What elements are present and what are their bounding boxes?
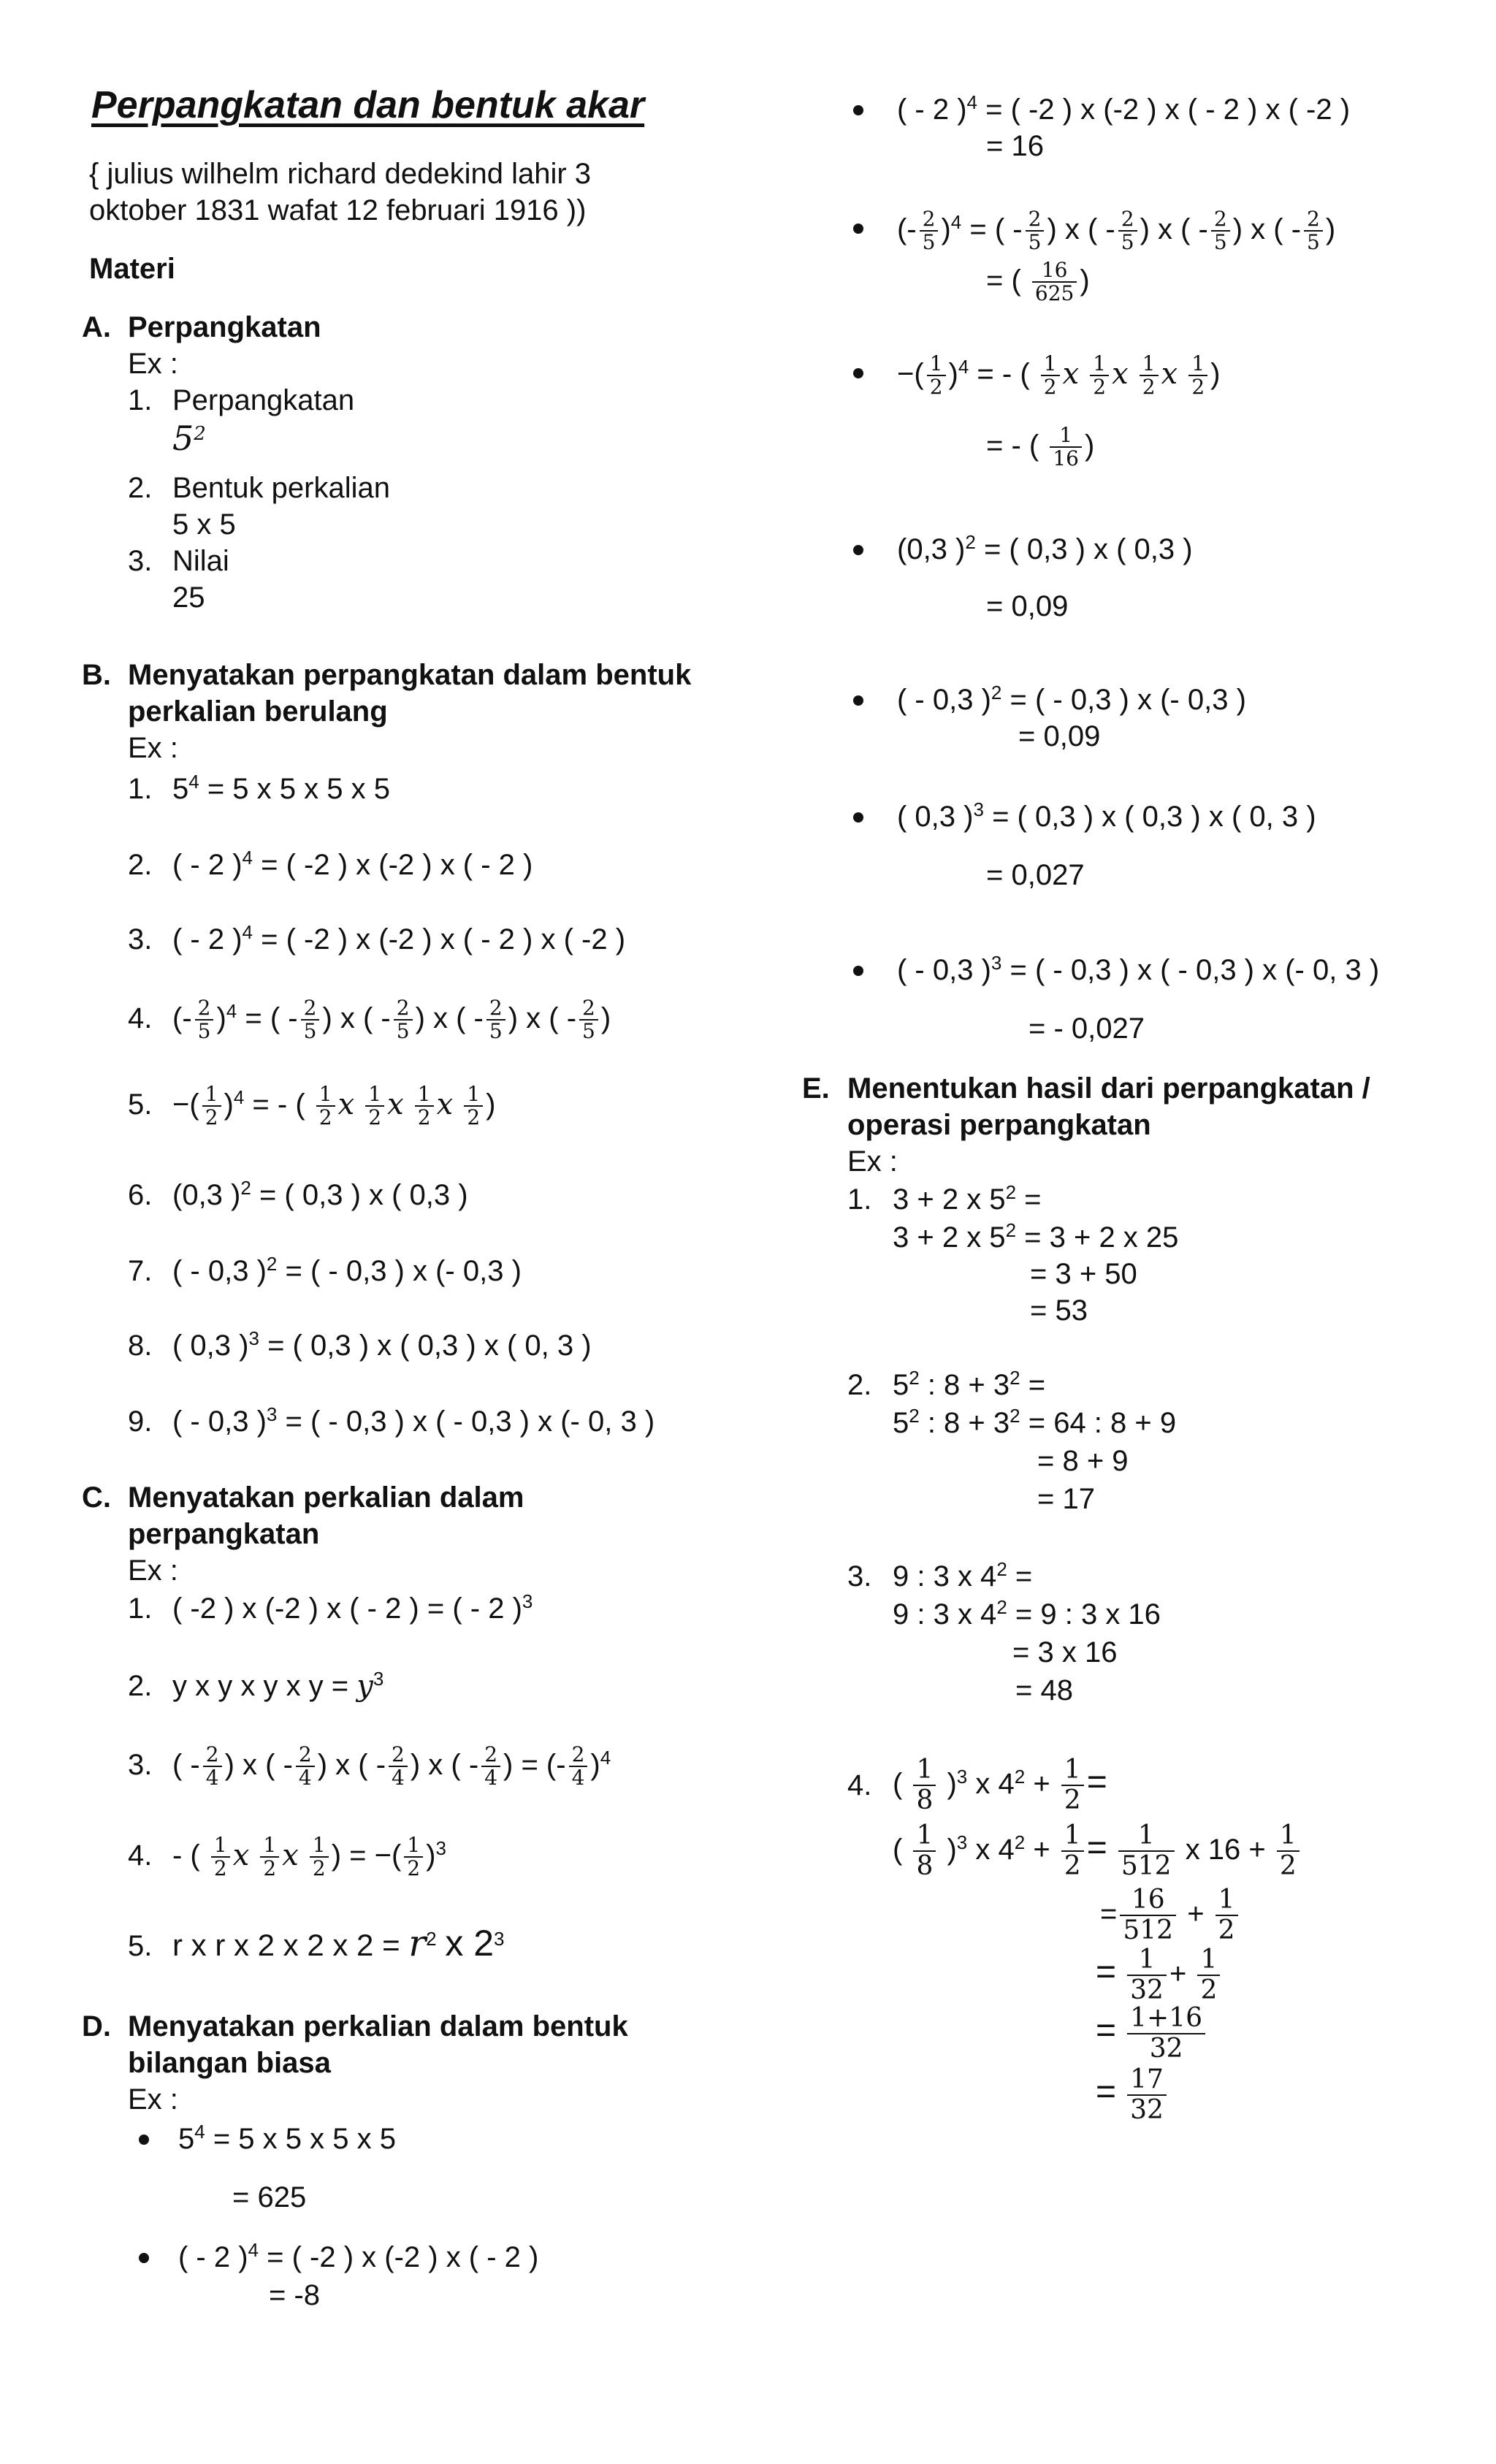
e-num-4: 4. xyxy=(847,1769,872,1801)
e4-line-2: ( $\frac{1}{8}$ )$^3$ x $4^2$ + $\frac{1}{2}$ = $\frac{1}{512}$ x 16 + $\frac{1}{2}$ xyxy=(893,1819,1302,1881)
c-num-2: 2. xyxy=(128,1670,153,1702)
section-a-label-2: Bentuk perkalian xyxy=(172,472,390,504)
e-num-1: 1. xyxy=(847,1183,872,1216)
bullet xyxy=(853,966,863,976)
power-base: 5 xyxy=(172,419,194,458)
d-result-6: = 0,09 xyxy=(986,590,1069,622)
b-expr-5: −( $\frac{1}{2}$ )$^4$ = - ( $\frac{1}{2}$ x $\frac{1}{2}$ x $\frac{1}{2}$ x $\frac{1}{2}$ ) xyxy=(172,1082,496,1130)
d-expr-3: ( - 2 )$^4$ = ( -2 ) x (-2 ) x ( - 2 ) x ( -2 ) xyxy=(897,91,1351,126)
section-a-ex: Ex : xyxy=(128,348,178,380)
section-d-title-2: bilangan biasa xyxy=(128,2047,331,2079)
d-expr-9: ( - 0,3 )$^3$ = ( - 0,3 ) x ( - 0,3 ) x (- 0, 3 ) xyxy=(897,952,1380,986)
d-result-1: = 625 xyxy=(232,2181,307,2213)
e4-line-4: = $\frac{1}{32}$ + $\frac{1}{2}$ xyxy=(1096,1943,1223,2005)
section-b-letter: B. xyxy=(82,659,111,691)
e-num-3: 3. xyxy=(847,1560,872,1593)
b-expr-3: ( - 2 )$^4$ = ( -2 ) x (-2 ) x ( - 2 ) x ( -2 ) xyxy=(172,921,626,956)
section-e-title-2: operasi perpangkatan xyxy=(847,1109,1151,1141)
bullet xyxy=(853,224,863,234)
d-expr-8: ( 0,3 )$^3$ = ( 0,3 ) x ( 0,3 ) x ( 0, 3 ) xyxy=(897,798,1316,833)
b-expr-9: ( - 0,3 )$^3$ = ( - 0,3 ) x ( - 0,3 ) x (- 0, 3 ) xyxy=(172,1403,655,1438)
c-expr-2: y x y x y x $y = y^3$ xyxy=(172,1668,384,1703)
bullet xyxy=(853,368,863,378)
d-expr-6: (0,3 )$^2$ = ( 0,3 ) x ( 0,3 ) xyxy=(897,531,1193,565)
b-num-7: 7. xyxy=(128,1255,153,1287)
b-expr-7: ( - 0,3 )$^2$ = ( - 0,3 ) x (- 0,3 ) xyxy=(172,1253,522,1287)
b-num-5: 5. xyxy=(128,1088,153,1121)
c-num-4: 4. xyxy=(128,1839,153,1872)
b-expr-4: (- $\frac{2}{5}$ )$^4$ = ( - $\frac{2}{5}$ ) x ( - $\frac{2}{5}$ ) x ( - $\frac{2}{5}$ ) x ( - $\frac{2}{5}$ ) xyxy=(172,996,611,1044)
power-example xyxy=(172,421,206,456)
d-result-7: = 0,09 xyxy=(1018,720,1101,752)
c-expr-3: ( - $\frac{2}{4}$ ) x ( - $\frac{2}{4}$ ) x ( - $\frac{2}{4}$ ) x ( - $\frac{2}{4}$ ) = (- $\frac{2}{4}$ )$^4$ xyxy=(172,1742,611,1790)
section-b-title-2: perkalian berulang xyxy=(128,695,388,728)
e2-line-1: $5^2$ : $8 + 3^2$ = xyxy=(893,1367,1046,1401)
b-num-2: 2. xyxy=(128,849,153,881)
bullet xyxy=(139,2135,149,2145)
section-d-letter: D. xyxy=(82,2010,111,2042)
e1-line-4: = 53 xyxy=(1030,1294,1088,1327)
e4-line-3: = $\frac{16}{512}$ + $\frac{1}{2}$ xyxy=(1100,1885,1241,1945)
d-expr-1: $5^4 = 5$ x 5 x 5 x 5 xyxy=(178,2121,396,2155)
section-a-letter: A. xyxy=(82,311,111,343)
section-e-letter: E. xyxy=(802,1072,830,1105)
section-a-num-1: 1. xyxy=(128,384,153,416)
d-expr-7: ( - 0,3 )$^2$ = ( - 0,3 ) x (- 0,3 ) xyxy=(897,682,1246,716)
section-a-value-2: 5 x 5 xyxy=(172,508,236,541)
section-a-value-3: 25 xyxy=(172,581,205,614)
b-num-6: 6. xyxy=(128,1179,153,1211)
e3-line-1: 9 : 3 x $4^2$ = xyxy=(893,1558,1033,1593)
d-result-3: = 16 xyxy=(986,130,1044,162)
e4-line-1: ( $\frac{1}{8}$ )$^3$ x $4^2$ + $\frac{1}{2}$ = xyxy=(893,1755,1107,1816)
e4-line-5: = $\frac{1+16}{32}$ xyxy=(1096,2002,1208,2064)
bullet xyxy=(853,545,863,555)
bullet xyxy=(853,695,863,706)
c-expr-5: r x r x 2 x 2 x $2 = r^2$ x $2^3$ xyxy=(172,1922,505,1964)
intro-line-2: oktober 1831 wafat 12 februari 1916 )) xyxy=(89,194,587,226)
b-expr-8: ( 0,3 )$^3$ = ( 0,3 ) x ( 0,3 ) x ( 0, 3 ) xyxy=(172,1327,592,1362)
section-a-label-3: Nilai xyxy=(172,545,229,577)
power-exponent: 2 xyxy=(194,423,206,445)
section-d-ex: Ex : xyxy=(128,2083,178,2116)
c-num-1: 1. xyxy=(128,1593,153,1625)
section-e-title-1: Menentukan hasil dari perpangkatan / xyxy=(847,1072,1370,1105)
section-b-title-1: Menyatakan perpangkatan dalam bentuk xyxy=(128,659,692,691)
b-num-4: 4. xyxy=(128,1002,153,1034)
e4-line-6: = $\frac{17}{32}$ xyxy=(1096,2063,1169,2125)
section-a-label-1: Perpangkatan xyxy=(172,384,355,416)
e1-line-3: = 3 + 50 xyxy=(1030,1258,1137,1290)
e-num-2: 2. xyxy=(847,1369,872,1401)
intro-line-1: { julius wilhelm richard dedekind lahir 3 xyxy=(89,158,592,190)
d-result-2: = -8 xyxy=(269,2279,321,2311)
d-result-8: = 0,027 xyxy=(986,859,1085,891)
section-d-title-1: Menyatakan perkalian dalam bentuk xyxy=(128,2010,628,2042)
bullet xyxy=(853,812,863,823)
section-c-title-1: Menyatakan perkalian dalam xyxy=(128,1481,524,1514)
bullet xyxy=(853,105,863,115)
b-expr-1: $5^4 = 5$ x 5 x 5 x 5 xyxy=(172,771,390,805)
b-num-3: 3. xyxy=(128,923,153,956)
b-expr-2: ( - 2 )$^4$ = ( -2 ) x (-2 ) x ( - 2 ) xyxy=(172,847,533,881)
section-a-num-2: 2. xyxy=(128,472,153,504)
section-e-ex: Ex : xyxy=(847,1145,898,1178)
e2-line-2: $5^2$ : $8 + 3^2 = 64$ : 8 + 9 xyxy=(893,1405,1177,1439)
c-expr-1: ( -2 ) x (-2 ) x ( - 2 ) = ( - 2 )$^3$ xyxy=(172,1590,533,1625)
bullet xyxy=(139,2253,149,2263)
b-expr-6: (0,3 )$^2$ = ( 0,3 ) x ( 0,3 ) xyxy=(172,1177,468,1211)
section-c-ex: Ex : xyxy=(128,1555,178,1587)
c-expr-4: - ( $\frac{1}{2}$ x $\frac{1}{2}$ x $\frac{1}{2}$ ) = −( $\frac{1}{2}$ )$^3$ xyxy=(172,1833,446,1881)
section-a-num-3: 3. xyxy=(128,545,153,577)
d-expr-4: (- $\frac{2}{5}$ )$^4$ = ( - $\frac{2}{5}$ ) x ( - $\frac{2}{5}$ ) x ( - $\frac{2}{5}$ ) x ( - $\frac{2}{5}$ ) xyxy=(897,207,1336,255)
section-c-title-2: perpangkatan xyxy=(128,1518,320,1550)
d-expr-5: −( $\frac{1}{2}$ )$^4$ = - ( $\frac{1}{2}$ x $\frac{1}{2}$ x $\frac{1}{2}$ x $\frac{1}{2}$ ) xyxy=(897,351,1221,400)
d-result-9: = - 0,027 xyxy=(1028,1012,1145,1045)
e2-line-3: = 8 + 9 xyxy=(1037,1445,1129,1477)
b-num-9: 9. xyxy=(128,1405,153,1438)
c-num-5: 5. xyxy=(128,1930,153,1962)
c-num-3: 3. xyxy=(128,1749,153,1781)
e3-line-2: 9 : 3 x $4^2 = 9$ : 3 x 16 xyxy=(893,1596,1161,1630)
b-num-8: 8. xyxy=(128,1330,153,1362)
page-title: Perpangkatan dan bentuk akar xyxy=(91,84,645,126)
b-num-1: 1. xyxy=(128,773,153,805)
section-a-title: Perpangkatan xyxy=(128,311,321,343)
d-result-5: = - ( $\frac{1}{16}$ ) xyxy=(986,423,1095,471)
e3-line-4: = 48 xyxy=(1015,1674,1073,1706)
d-result-4: = ( $\frac{16}{625}$ ) xyxy=(986,258,1090,306)
e1-line-1: 3 + 2 x $5^2$ = xyxy=(893,1181,1042,1216)
materi-heading: Materi xyxy=(89,253,175,285)
d-expr-2: ( - 2 )$^4$ = ( -2 ) x (-2 ) x ( - 2 ) xyxy=(178,2239,539,2273)
section-b-ex: Ex : xyxy=(128,732,178,764)
section-c-letter: C. xyxy=(82,1481,111,1514)
e3-line-3: = 3 x 16 xyxy=(1012,1636,1118,1668)
e2-line-4: = 17 xyxy=(1037,1483,1095,1515)
e1-line-2: 3 + 2 x $5^2 = 3 + 2$ x 25 xyxy=(893,1219,1179,1254)
